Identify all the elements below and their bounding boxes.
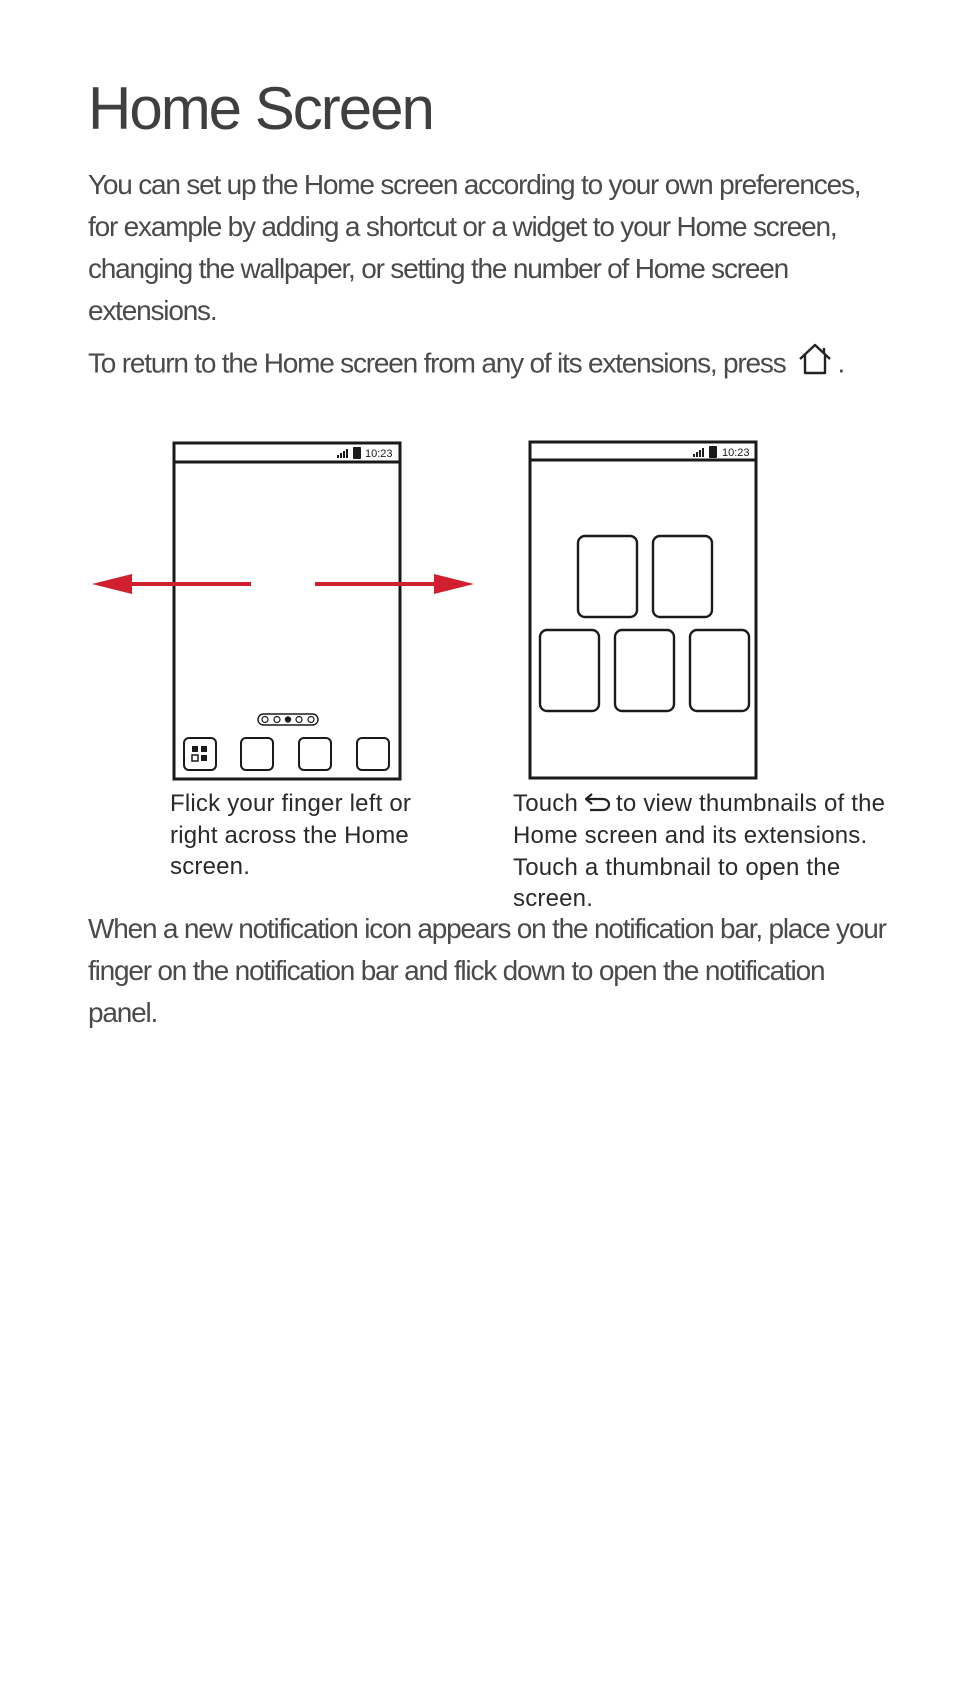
return-home-paragraph bbox=[88, 342, 888, 388]
caption-right bbox=[513, 788, 893, 915]
right-status-time: 10:23 bbox=[722, 447, 750, 459]
caption-right-start: Touch bbox=[513, 790, 579, 817]
left-phone-illustration bbox=[174, 443, 400, 779]
notification-paragraph: When a new notification icon appears on the notification bar, place your finger on the notification bar and flick down to open the notification panel. bbox=[88, 913, 886, 1028]
return-text: To return to the Home screen from any of its extensions, press bbox=[88, 347, 786, 379]
caption-right-rest: to view thumbnails of the Home screen and its extensions. Touch a thumbnail to open the screen. bbox=[513, 790, 886, 913]
right-phone-illustration bbox=[530, 442, 756, 778]
intro-paragraph: You can set up the Home screen according to your own preferences, for example by adding a shortcut or a widget to your Home screen, changing the wallpaper, or setting the number of Home screen extensions. bbox=[88, 169, 861, 326]
return-text-end: . bbox=[837, 347, 845, 379]
page-title: Home Screen bbox=[88, 75, 433, 142]
battery-icon bbox=[709, 446, 717, 458]
back-icon bbox=[582, 789, 612, 821]
home-screen-figure bbox=[0, 430, 954, 790]
home-icon bbox=[796, 342, 834, 388]
caption-left: Flick your finger left or right across the Home screen. bbox=[170, 790, 412, 880]
battery-icon bbox=[353, 447, 361, 459]
left-status-time: 10:23 bbox=[365, 448, 393, 460]
